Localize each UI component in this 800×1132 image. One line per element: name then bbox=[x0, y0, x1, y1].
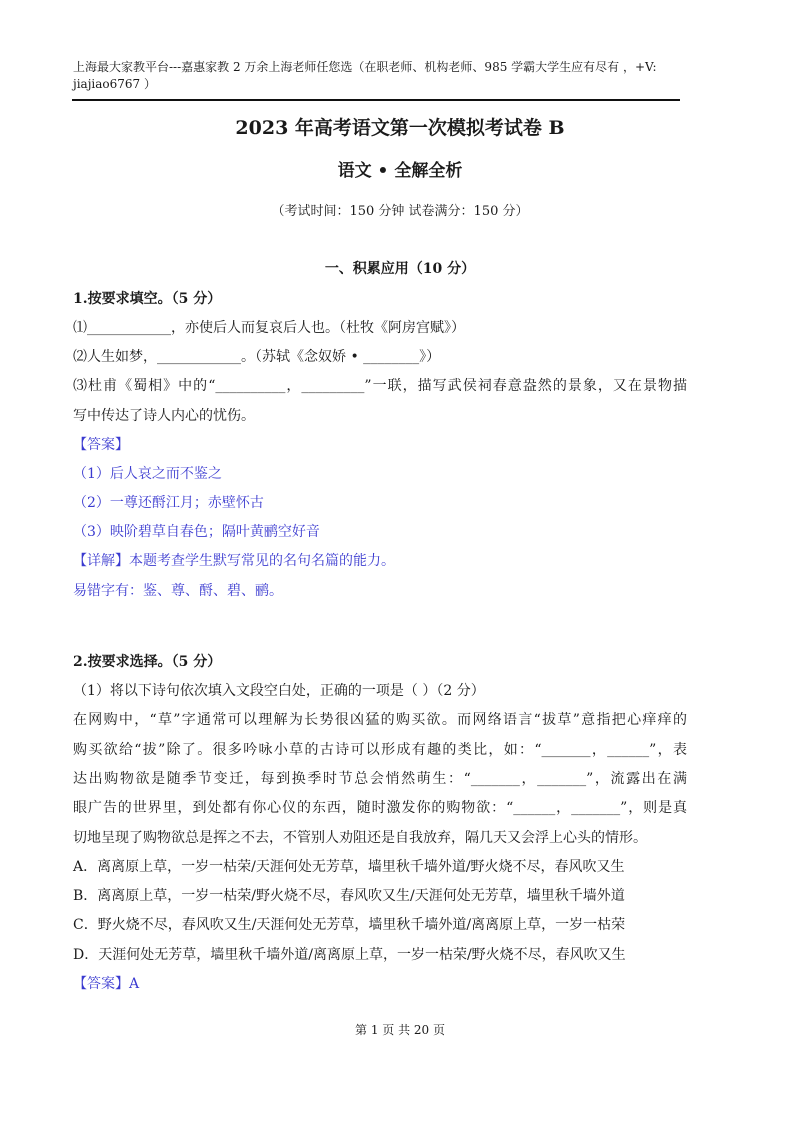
q2-paragraph-line: 购买欲给“拔”除了。很多吟咏小草的古诗可以形成有趣的类比，如：“_______，______”，表 bbox=[73, 742, 687, 758]
q1-item-3: ⑶杜甫《蜀相》中的“__________，_________”一联，描写武侯祠春意盎然的景象，又在景物描 bbox=[73, 378, 687, 394]
page-title: 2023 年高考语文第一次模拟考试卷 B bbox=[235, 117, 565, 139]
header-ad-line-2: jiajiao6767 ） bbox=[73, 77, 157, 91]
q2-answer-value: A bbox=[129, 976, 140, 992]
section-heading: 一、积累应用（10 分） bbox=[324, 261, 476, 277]
header-ad-line-1: 上海最大家教平台---嘉惠家教 2 万余上海老师任您选（在职老师、机构老师、985 学霸大学生应有尽有 ，+V: bbox=[73, 60, 657, 74]
q1-answer-label: 【答案】 bbox=[73, 437, 129, 453]
q2-option-a: A．离离原上草，一岁一枯荣/天涯何处无芳草，墙里秋千墙外道/野火烧不尽，春风吹又生 bbox=[73, 859, 625, 875]
exam-info: （考试时间：150 分钟 试卷满分：150 分） bbox=[271, 204, 529, 219]
q1-detail bbox=[73, 550, 395, 570]
q2-option-c: C．野火烧不尽，春风吹又生/天涯何处无芳草，墙里秋千墙外道/离离原上草，一岁一枯荣 bbox=[73, 917, 626, 933]
q2-answer-label: 【答案】 bbox=[73, 976, 129, 992]
q2-paragraph-line: 眼广告的世界里，到处都有你心仪的东西，随时激发你的购物欲：“______，_______”，则是真 bbox=[73, 800, 687, 816]
q2-option-d: D．天涯何处无芳草，墙里秋千墙外道/离离原上草，一岁一枯荣/野火烧不尽，春风吹又生 bbox=[73, 947, 626, 963]
q1-error-words: 易错字有：鉴、尊、酹、碧、鹂。 bbox=[73, 583, 283, 599]
q2-paragraph-line: 在网购中，“草”字通常可以理解为长势很凶猛的购买欲。而网络语言“拔草”意指把心痒痒的 bbox=[73, 712, 687, 728]
q1-detail-label: 【详解】 bbox=[73, 553, 129, 569]
q1-detail-text: 本题考查学生默写常见的名句名篇的能力。 bbox=[129, 553, 395, 569]
q1-item-3-cont: 写中传达了诗人内心的忧伤。 bbox=[73, 408, 255, 424]
q1-answer-2: （2）一尊还酹江月；赤壁怀古 bbox=[73, 495, 264, 511]
q2-heading: 2.按要求选择。（5 分） bbox=[73, 654, 222, 670]
q2-subquestion-1: （1）将以下诗句依次填入文段空白处，正确的一项是（ ）（2 分） bbox=[73, 683, 485, 699]
q1-item-2: ⑵人生如梦，____________。（苏轼《念奴娇 • ________》） bbox=[73, 349, 441, 365]
page-subtitle: 语文 • 全解全析 bbox=[337, 161, 463, 181]
page-number-footer: 第 1 页 共 20 页 bbox=[355, 1023, 445, 1037]
q2-paragraph-line: 切地呈现了购物欲总是挥之不去，不管别人劝阻还是自我放弃，隔几天又会浮上心头的情形。 bbox=[73, 830, 647, 846]
q1-heading: 1.按要求填空。（5 分） bbox=[73, 291, 222, 307]
q2-option-b: B．离离原上草，一岁一枯荣/野火烧不尽，春风吹又生/天涯何处无芳草，墙里秋千墙外道 bbox=[73, 888, 625, 904]
q1-answer-1: （1）后人哀之而不鉴之 bbox=[73, 466, 222, 482]
q1-item-1: ⑴____________，亦使后人而复哀后人也。（杜牧《阿房宫赋》） bbox=[73, 320, 465, 336]
q1-answer-3: （3）映阶碧草自春色；隔叶黄鹂空好音 bbox=[73, 524, 320, 540]
q2-paragraph-line: 达出购物欲是随季节变迁，每到换季时节总会悄然萌生：“_______，_______”，流露出在满 bbox=[73, 771, 687, 787]
header-rule bbox=[72, 99, 680, 101]
q2-answer bbox=[73, 973, 139, 993]
